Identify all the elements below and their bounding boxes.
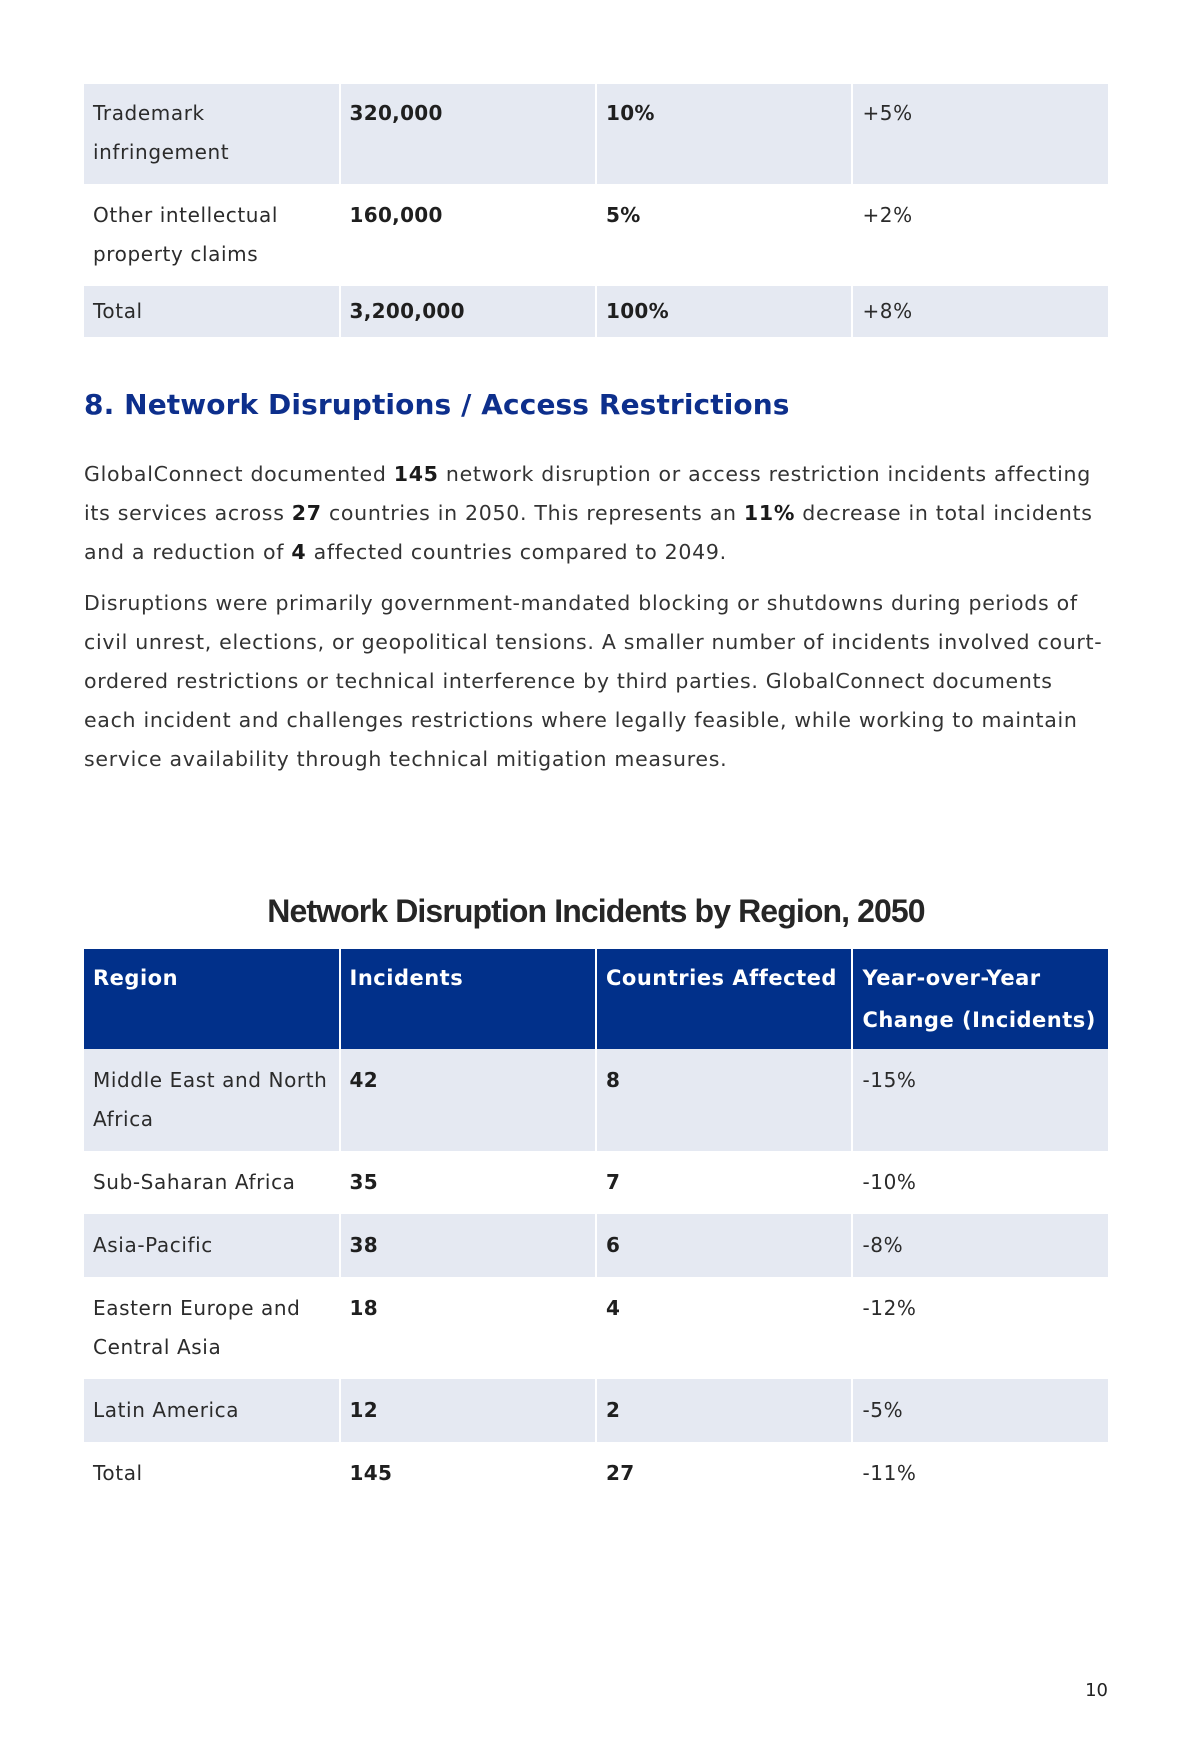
text-run: network disruption or access restriction incidents affecting its services across [84,462,1091,525]
table-row [84,1277,1108,1379]
region-cell: Asia-Pacific [84,1214,340,1277]
incidents-cell: 12 [340,1379,596,1442]
table-row [84,1214,1108,1277]
category-cell: Total [84,286,340,337]
region-cell: Sub-Saharan Africa [84,1151,340,1214]
countries-cell: 7 [596,1151,852,1214]
category-cell: Trademark infringement [84,84,340,184]
column-header-change: Year-over-Year Change (Incidents) [852,949,1108,1049]
change-cell: -11% [852,1442,1108,1505]
table-row [84,1379,1108,1442]
countries-cell: 8 [596,1049,852,1151]
table-row-total [84,1442,1108,1505]
count-cell: 160,000 [340,184,596,286]
text-run: GlobalConnect documented [84,462,394,486]
table-row [84,184,1108,286]
region-cell: Latin America [84,1379,340,1442]
share-cell: 5% [596,184,852,286]
table-title: Network Disruption Incidents by Region, 2050 [267,893,925,929]
count-cell: 320,000 [340,84,596,184]
text-run: affected countries compared to 2049. [306,540,727,564]
countries-cell: 6 [596,1214,852,1277]
region-cell: Total [84,1442,340,1505]
table-row [84,84,1108,184]
emphasis-incidents: 145 [393,462,439,486]
change-cell: -10% [852,1151,1108,1214]
paragraph-details: Disruptions were primarily government-mandated blocking or shutdowns during periods of civil unrest, elections, or geopolitical tensions. A smaller number of incidents involved court-ordered restrictions or technical interference by third parties. GlobalConnect documents each incident and challenges restrictions where legally feasible, while working to maintain service availability through technical mitigation measures. [84,591,1103,771]
section-heading: 8. Network Disruptions / Access Restrictions [84,388,790,421]
countries-cell: 4 [596,1277,852,1379]
incidents-cell: 35 [340,1151,596,1214]
change-cell: -15% [852,1049,1108,1151]
emphasis-decrease: 11% [743,501,796,525]
table-row-total [84,286,1108,337]
category-cell: Other intellectual property claims [84,184,340,286]
table-header-row [84,949,1108,1049]
table-row [84,1151,1108,1214]
share-cell: 100% [596,286,852,337]
change-cell: -8% [852,1214,1108,1277]
column-header-incidents: Incidents [340,949,596,1049]
incidents-cell: 38 [340,1214,596,1277]
incidents-cell: 145 [340,1442,596,1505]
text-run: decrease in total incidents and a reduction of [84,501,1093,564]
countries-cell: 2 [596,1379,852,1442]
share-cell: 10% [596,84,852,184]
countries-cell: 27 [596,1442,852,1505]
emphasis-reduction: 4 [291,540,307,564]
text-run: countries in 2050. This represents an [321,501,744,525]
column-header-region: Region [84,949,340,1049]
ip-claims-table [84,84,1108,337]
paragraph-summary [84,455,1108,572]
emphasis-countries: 27 [291,501,322,525]
change-cell: -5% [852,1379,1108,1442]
table-row [84,1049,1108,1151]
change-cell: +5% [852,84,1108,184]
change-cell: -12% [852,1277,1108,1379]
column-header-countries: Countries Affected [596,949,852,1049]
region-cell: Eastern Europe and Central Asia [84,1277,340,1379]
count-cell: 3,200,000 [340,286,596,337]
document-page [84,84,1108,1505]
region-incidents-table [84,949,1108,1505]
region-cell: Middle East and North Africa [84,1049,340,1151]
change-cell: +2% [852,184,1108,286]
change-cell: +8% [852,286,1108,337]
page-number: 10 [1085,1680,1108,1701]
incidents-cell: 42 [340,1049,596,1151]
incidents-cell: 18 [340,1277,596,1379]
